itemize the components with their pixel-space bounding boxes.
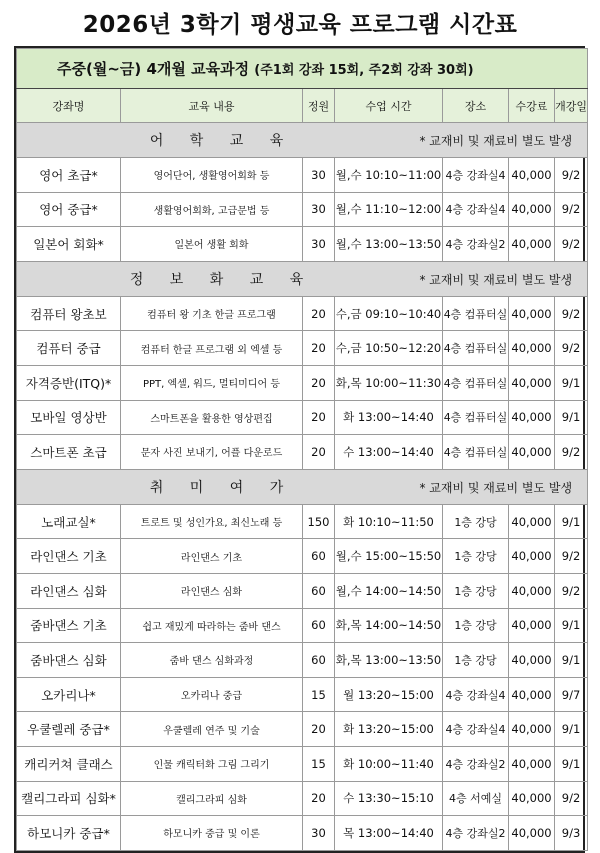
course-fee: 40,000 [509, 746, 555, 781]
table-row [17, 573, 588, 608]
course-time: 화 13:20~15:00 [335, 712, 443, 747]
course-fee: 40,000 [509, 712, 555, 747]
table-row [17, 643, 588, 678]
course-time: 수,금 09:10~10:40 [335, 296, 443, 331]
course-room: 4층 컴퓨터실 [443, 365, 509, 400]
course-time: 월,수 13:00~13:50 [335, 227, 443, 262]
course-time: 수 13:00~14:40 [335, 435, 443, 470]
course-content: 생활영어회화, 고급문법 등 [121, 192, 303, 227]
course-name: 모바일 영상반 [17, 400, 121, 435]
course-start: 9/2 [555, 296, 588, 331]
course-start: 9/7 [555, 677, 588, 712]
section-header-row [17, 123, 588, 158]
course-name: 영어 중급* [17, 192, 121, 227]
course-content: 스마트폰을 활용한 영상편집 [121, 400, 303, 435]
course-name: 컴퓨터 왕초보 [17, 296, 121, 331]
course-content: 캘리그라피 심화 [121, 781, 303, 816]
table-row [17, 539, 588, 574]
course-room: 4층 강좌실4 [443, 712, 509, 747]
course-start: 9/1 [555, 608, 588, 643]
course-time: 수 13:30~15:10 [335, 781, 443, 816]
course-room: 1층 강당 [443, 573, 509, 608]
course-content: 컴퓨터 왕 기초 한글 프로그램 [121, 296, 303, 331]
section-note: * 교재비 및 재료비 별도 발생 [419, 272, 573, 287]
course-start: 9/2 [555, 192, 588, 227]
course-name: 캘리그라피 심화* [17, 781, 121, 816]
course-capacity: 20 [303, 435, 335, 470]
course-room: 4층 컴퓨터실 [443, 400, 509, 435]
course-content: 라인댄스 기초 [121, 539, 303, 574]
course-room: 1층 강당 [443, 504, 509, 539]
section-note: * 교재비 및 재료비 별도 발생 [419, 480, 573, 495]
course-name: 오카리나* [17, 677, 121, 712]
course-fee: 40,000 [509, 365, 555, 400]
table-row [17, 712, 588, 747]
course-content: 영어단어, 생활영어회화 등 [121, 158, 303, 193]
course-start: 9/1 [555, 365, 588, 400]
course-start: 9/2 [555, 781, 588, 816]
table-row [17, 158, 588, 193]
course-name: 줌바댄스 심화 [17, 643, 121, 678]
section-title: 정 보 화 교 육 [129, 271, 315, 288]
course-time: 월,수 10:10~11:00 [335, 158, 443, 193]
course-header [17, 49, 588, 89]
course-room: 4층 강좌실4 [443, 158, 509, 193]
course-name: 영어 초급* [17, 158, 121, 193]
course-name: 줌바댄스 기초 [17, 608, 121, 643]
course-room: 1층 강당 [443, 608, 509, 643]
table-row [17, 192, 588, 227]
course-capacity: 20 [303, 365, 335, 400]
course-start: 9/2 [555, 573, 588, 608]
course-name: 컴퓨터 중급 [17, 331, 121, 366]
course-fee: 40,000 [509, 331, 555, 366]
course-capacity: 20 [303, 781, 335, 816]
table-row [17, 816, 588, 851]
course-start: 9/1 [555, 400, 588, 435]
course-content: 트로트 및 성인가요, 최신노래 등 [121, 504, 303, 539]
table-row [17, 227, 588, 262]
col-capacity: 정원 [303, 89, 335, 123]
col-room: 장소 [443, 89, 509, 123]
course-header-sub: (주1회 강좌 15회, 주2회 강좌 30회) [254, 63, 474, 78]
course-capacity: 60 [303, 643, 335, 678]
course-room: 4층 컴퓨터실 [443, 435, 509, 470]
course-header-row [17, 49, 588, 89]
course-content: 우쿨렐레 연주 및 기술 [121, 712, 303, 747]
course-start: 9/3 [555, 816, 588, 851]
section-header [17, 261, 588, 296]
course-time: 화,목 14:00~14:50 [335, 608, 443, 643]
table-row [17, 746, 588, 781]
course-start: 9/2 [555, 227, 588, 262]
col-fee: 수강료 [509, 89, 555, 123]
course-fee: 40,000 [509, 608, 555, 643]
course-fee: 40,000 [509, 573, 555, 608]
course-fee: 40,000 [509, 400, 555, 435]
table-row [17, 435, 588, 470]
course-capacity: 20 [303, 712, 335, 747]
course-capacity: 30 [303, 192, 335, 227]
course-room: 4층 강좌실2 [443, 816, 509, 851]
section-header-row [17, 261, 588, 296]
page-title: 2026년 3학기 평생교육 프로그램 시간표 [82, 12, 518, 38]
course-room: 4층 강좌실4 [443, 192, 509, 227]
course-name: 자격증반(ITQ)* [17, 365, 121, 400]
course-name: 캐리커쳐 클래스 [17, 746, 121, 781]
course-time: 월,수 14:00~14:50 [335, 573, 443, 608]
course-fee: 40,000 [509, 296, 555, 331]
course-capacity: 15 [303, 746, 335, 781]
column-header-row [17, 89, 588, 123]
course-content: 쉽고 재밌게 따라하는 줌바 댄스 [121, 608, 303, 643]
course-fee: 40,000 [509, 539, 555, 574]
course-name: 하모니카 중급* [17, 816, 121, 851]
course-fee: 40,000 [509, 227, 555, 262]
course-capacity: 150 [303, 504, 335, 539]
course-room: 4층 컴퓨터실 [443, 331, 509, 366]
course-time: 화,목 10:00~11:30 [335, 365, 443, 400]
course-time: 월,수 11:10~12:00 [335, 192, 443, 227]
timetable [16, 48, 588, 851]
course-fee: 40,000 [509, 643, 555, 678]
course-room: 4층 강좌실2 [443, 227, 509, 262]
course-capacity: 60 [303, 608, 335, 643]
course-header-main: 주중(월~금) 4개월 교육과정 [57, 60, 250, 78]
course-fee: 40,000 [509, 158, 555, 193]
course-start: 9/2 [555, 158, 588, 193]
course-time: 화 10:00~11:40 [335, 746, 443, 781]
course-time: 수,금 10:50~12:20 [335, 331, 443, 366]
table-row [17, 781, 588, 816]
course-time: 화 10:10~11:50 [335, 504, 443, 539]
col-content: 교육 내용 [121, 89, 303, 123]
course-name: 일본어 회화* [17, 227, 121, 262]
course-name: 라인댄스 기초 [17, 539, 121, 574]
section-note: * 교재비 및 재료비 별도 발생 [419, 134, 573, 148]
course-content: 컴퓨터 한글 프로그램 외 엑셀 등 [121, 331, 303, 366]
table-row [17, 608, 588, 643]
course-fee: 40,000 [509, 816, 555, 851]
course-time: 화,목 13:00~13:50 [335, 643, 443, 678]
course-start: 9/2 [555, 331, 588, 366]
table-row [17, 677, 588, 712]
course-content: 라인댄스 심화 [121, 573, 303, 608]
course-room: 4층 강좌실4 [443, 677, 509, 712]
course-content: PPT, 엑셀, 워드, 멀티미디어 등 [121, 365, 303, 400]
course-start: 9/1 [555, 643, 588, 678]
course-time: 화 13:00~14:40 [335, 400, 443, 435]
col-start: 개강일 [555, 89, 588, 123]
course-content: 줌바 댄스 심화과정 [121, 643, 303, 678]
course-name: 우쿨렐레 중급* [17, 712, 121, 747]
course-capacity: 60 [303, 573, 335, 608]
course-fee: 40,000 [509, 781, 555, 816]
course-capacity: 15 [303, 677, 335, 712]
col-time: 수업 시간 [335, 89, 443, 123]
course-start: 9/1 [555, 504, 588, 539]
timetable-frame [14, 46, 585, 853]
section-header-row [17, 469, 588, 504]
course-capacity: 30 [303, 816, 335, 851]
course-capacity: 30 [303, 227, 335, 262]
course-content: 하모니카 중급 및 이론 [121, 816, 303, 851]
course-content: 오카리나 중급 [121, 677, 303, 712]
course-start: 9/1 [555, 746, 588, 781]
course-content: 문자 사진 보내기, 어플 다운로드 [121, 435, 303, 470]
course-fee: 40,000 [509, 504, 555, 539]
section-title: 어 학 교 육 [149, 133, 295, 149]
course-fee: 40,000 [509, 677, 555, 712]
section-title: 취 미 여 가 [149, 479, 295, 496]
section-header [17, 123, 588, 158]
table-row [17, 365, 588, 400]
course-name: 라인댄스 심화 [17, 573, 121, 608]
table-row [17, 400, 588, 435]
course-room: 4층 강좌실2 [443, 746, 509, 781]
course-capacity: 20 [303, 400, 335, 435]
table-row [17, 331, 588, 366]
course-start: 9/2 [555, 539, 588, 574]
course-start: 9/2 [555, 435, 588, 470]
course-capacity: 30 [303, 158, 335, 193]
course-room: 4층 컴퓨터실 [443, 296, 509, 331]
table-row [17, 504, 588, 539]
course-room: 1층 강당 [443, 643, 509, 678]
course-fee: 40,000 [509, 435, 555, 470]
course-content: 인물 캐릭터화 그림 그리기 [121, 746, 303, 781]
course-content: 일본어 생활 회화 [121, 227, 303, 262]
course-time: 목 13:00~14:40 [335, 816, 443, 851]
course-room: 1층 강당 [443, 539, 509, 574]
course-time: 월,수 15:00~15:50 [335, 539, 443, 574]
course-fee: 40,000 [509, 192, 555, 227]
course-time: 월 13:20~15:00 [335, 677, 443, 712]
section-header [17, 469, 588, 504]
course-start: 9/1 [555, 712, 588, 747]
course-capacity: 20 [303, 331, 335, 366]
col-course-name: 강좌명 [17, 89, 121, 123]
course-capacity: 20 [303, 296, 335, 331]
table-row [17, 296, 588, 331]
course-room: 4층 서예실 [443, 781, 509, 816]
course-name: 노래교실* [17, 504, 121, 539]
course-capacity: 60 [303, 539, 335, 574]
course-name: 스마트폰 초급 [17, 435, 121, 470]
